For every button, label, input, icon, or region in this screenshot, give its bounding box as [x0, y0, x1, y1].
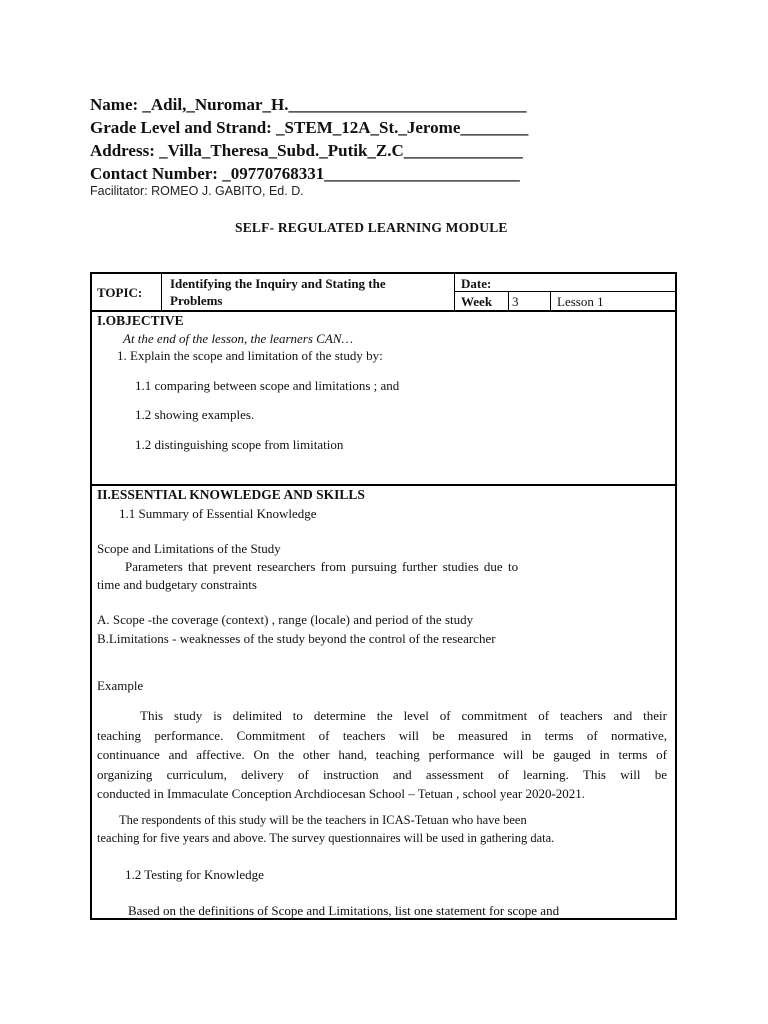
objective-heading: I.OBJECTIVE: [97, 313, 184, 328]
respondents-line-2: teaching for five years and above. The survey questionnaires will be used in gathering data.: [97, 831, 555, 845]
essential-heading: II.ESSENTIAL KNOWLEDGE AND SKILLS: [97, 487, 365, 502]
address: Address: _Villa_Theresa_Subd._Putik_Z.C______________: [90, 141, 523, 160]
module-title: SELF- REGULATED LEARNING MODULE: [235, 220, 508, 235]
objective-intro: At the end of the lesson, the learners CAN…: [123, 331, 354, 346]
scope-definition: A. Scope -the coverage (context) , range (locale) and period of the study: [97, 612, 474, 627]
scope-limit-title: Scope and Limitations of the Study: [97, 541, 281, 556]
example-line-3: continuance and affective. On the other hand, teaching performance will be gauged in terms of: [97, 747, 667, 762]
example-line-4: organizing curriculum, delivery of instruction and assessment of learning. This will be: [97, 766, 667, 782]
example-line-5: conducted in Immaculate Conception Archdiocesan School – Tetuan , school year 2020-2021.: [97, 786, 586, 801]
parameters-line-2: time and budgetary constraints: [97, 577, 257, 592]
objective-sub-3: 1.2 distinguishing scope from limitation: [135, 437, 344, 452]
testing-instruction: Based on the definitions of Scope and Limitations, list one statement for scope and: [128, 903, 560, 918]
testing-heading: 1.2 Testing for Knowledge: [125, 867, 264, 882]
week-value: 3: [512, 294, 519, 309]
limitation-definition: B.Limitations - weaknesses of the study beyond the control of the researcher: [97, 631, 496, 646]
objective-sub-1: 1.1 comparing between scope and limitations ; and: [135, 378, 400, 393]
grade-strand: Grade Level and Strand: _STEM_12A_St._Jerome________: [90, 118, 529, 137]
respondents-line-1: The respondents of this study will be the teachers in ICAS-Tetuan who have been: [119, 813, 527, 827]
contact-number: Contact Number: _09770768331_______________________: [90, 164, 520, 183]
facilitator: Facilitator: ROMEO J. GABITO, Ed. D.: [90, 184, 304, 198]
topic-label: TOPIC:: [97, 285, 143, 300]
objective-sub-2: 1.2 showing examples.: [135, 407, 255, 422]
lesson-label: Lesson 1: [557, 294, 604, 309]
parameters-line-1: Parameters that prevent researchers from pursuing further studies due to: [125, 559, 519, 574]
date-label: Date:: [461, 276, 492, 291]
example-line-2: teaching performance. Commitment of teachers will be measured in terms of normative,: [97, 727, 667, 743]
summary-heading: 1.1 Summary of Essential Knowledge: [119, 506, 317, 521]
topic-line-1: Identifying the Inquiry and Stating the: [170, 276, 386, 291]
example-label: Example: [97, 678, 144, 693]
student-name: Name: _Adil,_Nuromar_H.____________________________: [90, 95, 527, 114]
example-line-1: This study is delimited to determine the level of commitment of teachers and their: [140, 708, 667, 723]
objective-item-1: 1. Explain the scope and limitation of the study by:: [117, 348, 383, 363]
week-label: Week: [461, 294, 493, 309]
topic-line-2: Problems: [170, 293, 223, 308]
example-paragraph: [97, 706, 667, 804]
